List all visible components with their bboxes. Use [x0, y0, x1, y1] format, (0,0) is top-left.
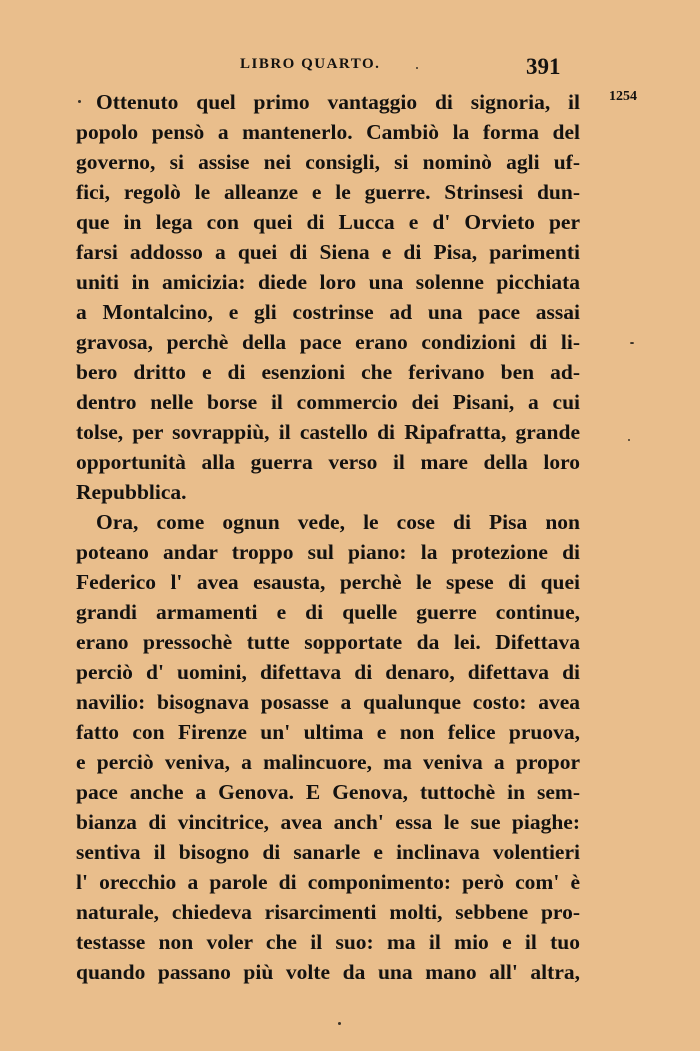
text-line: fici, regolò le alleanze e le guerre. Strinsesi dun- [76, 180, 580, 204]
text-line: fatto con Firenze un' ultima e non felice pruova, [76, 720, 580, 744]
text-line: Ora, come ognun vede, le cose di Pisa non [96, 510, 580, 534]
text-line: pace anche a Genova. E Genova, tuttochè in sem- [76, 780, 580, 804]
text-line: dentro nelle borse il commercio dei Pisani, a cui [76, 390, 580, 414]
text-line: navilio: bisognava posasse a qualunque costo: avea [76, 690, 580, 714]
text-line: bero dritto e di esenzioni che ferivano ben ad- [76, 360, 580, 384]
text-line: l' orecchio a parole di componimento: però com' è [76, 870, 580, 894]
ink-speck [78, 100, 81, 103]
text-line: tolse, per sovrappiù, il castello di Ripafratta, grande [76, 420, 580, 444]
text-line: grandi armamenti e di quelle guerre continue, [76, 600, 580, 624]
text-line: uniti in amicizia: diede loro una solenne picchiata [76, 270, 580, 294]
text-line: naturale, chiedeva risarcimenti molti, sebbene pro- [76, 900, 580, 924]
text-line: Ottenuto quel primo vantaggio di signoria, il [96, 90, 580, 114]
text-line: perciò d' uomini, difettava di denaro, difettava di [76, 660, 580, 684]
text-line: farsi addosso a quei di Siena e di Pisa, parimenti [76, 240, 580, 264]
text-line: Federico l' avea esausta, perchè le spese di quei [76, 570, 580, 594]
text-line: erano pressochè tutte sopportate da lei. Difettava [76, 630, 580, 654]
text-line: opportunità alla guerra verso il mare della loro [76, 450, 580, 474]
ink-speck [416, 67, 418, 69]
text-line: bianza di vincitrice, avea anch' essa le sue piaghe: [76, 810, 580, 834]
text-line: sentiva il bisogno di sanarle e inclinava volentieri [76, 840, 580, 864]
ink-speck [628, 439, 630, 441]
page-number: 391 [526, 54, 561, 79]
text-line: quando passano più volte da una mano all' altra, [76, 960, 580, 984]
ink-speck [338, 1022, 341, 1025]
text-line: poteano andar troppo sul piano: la protezione di [76, 540, 580, 564]
text-line: popolo pensò a mantenerlo. Cambiò la forma del [76, 120, 580, 144]
text-line: testasse non voler che il suo: ma il mio e il tuo [76, 930, 580, 954]
running-head: LIBRO QUARTO. [240, 56, 381, 72]
margin-year-note: 1254 [609, 89, 637, 104]
text-line: Repubblica. [76, 480, 187, 504]
text-line: a Montalcino, e gli costrinse ad una pace assai [76, 300, 580, 324]
text-line: que in lega con quei di Lucca e d' Orvieto per [76, 210, 580, 234]
text-line: gravosa, perchè della pace erano condizioni di li- [76, 330, 580, 354]
ink-speck [630, 342, 634, 344]
text-line: governo, si assise nei consigli, si nominò agli uf- [76, 150, 580, 174]
text-line: e perciò veniva, a malincuore, ma veniva a propor [76, 750, 580, 774]
